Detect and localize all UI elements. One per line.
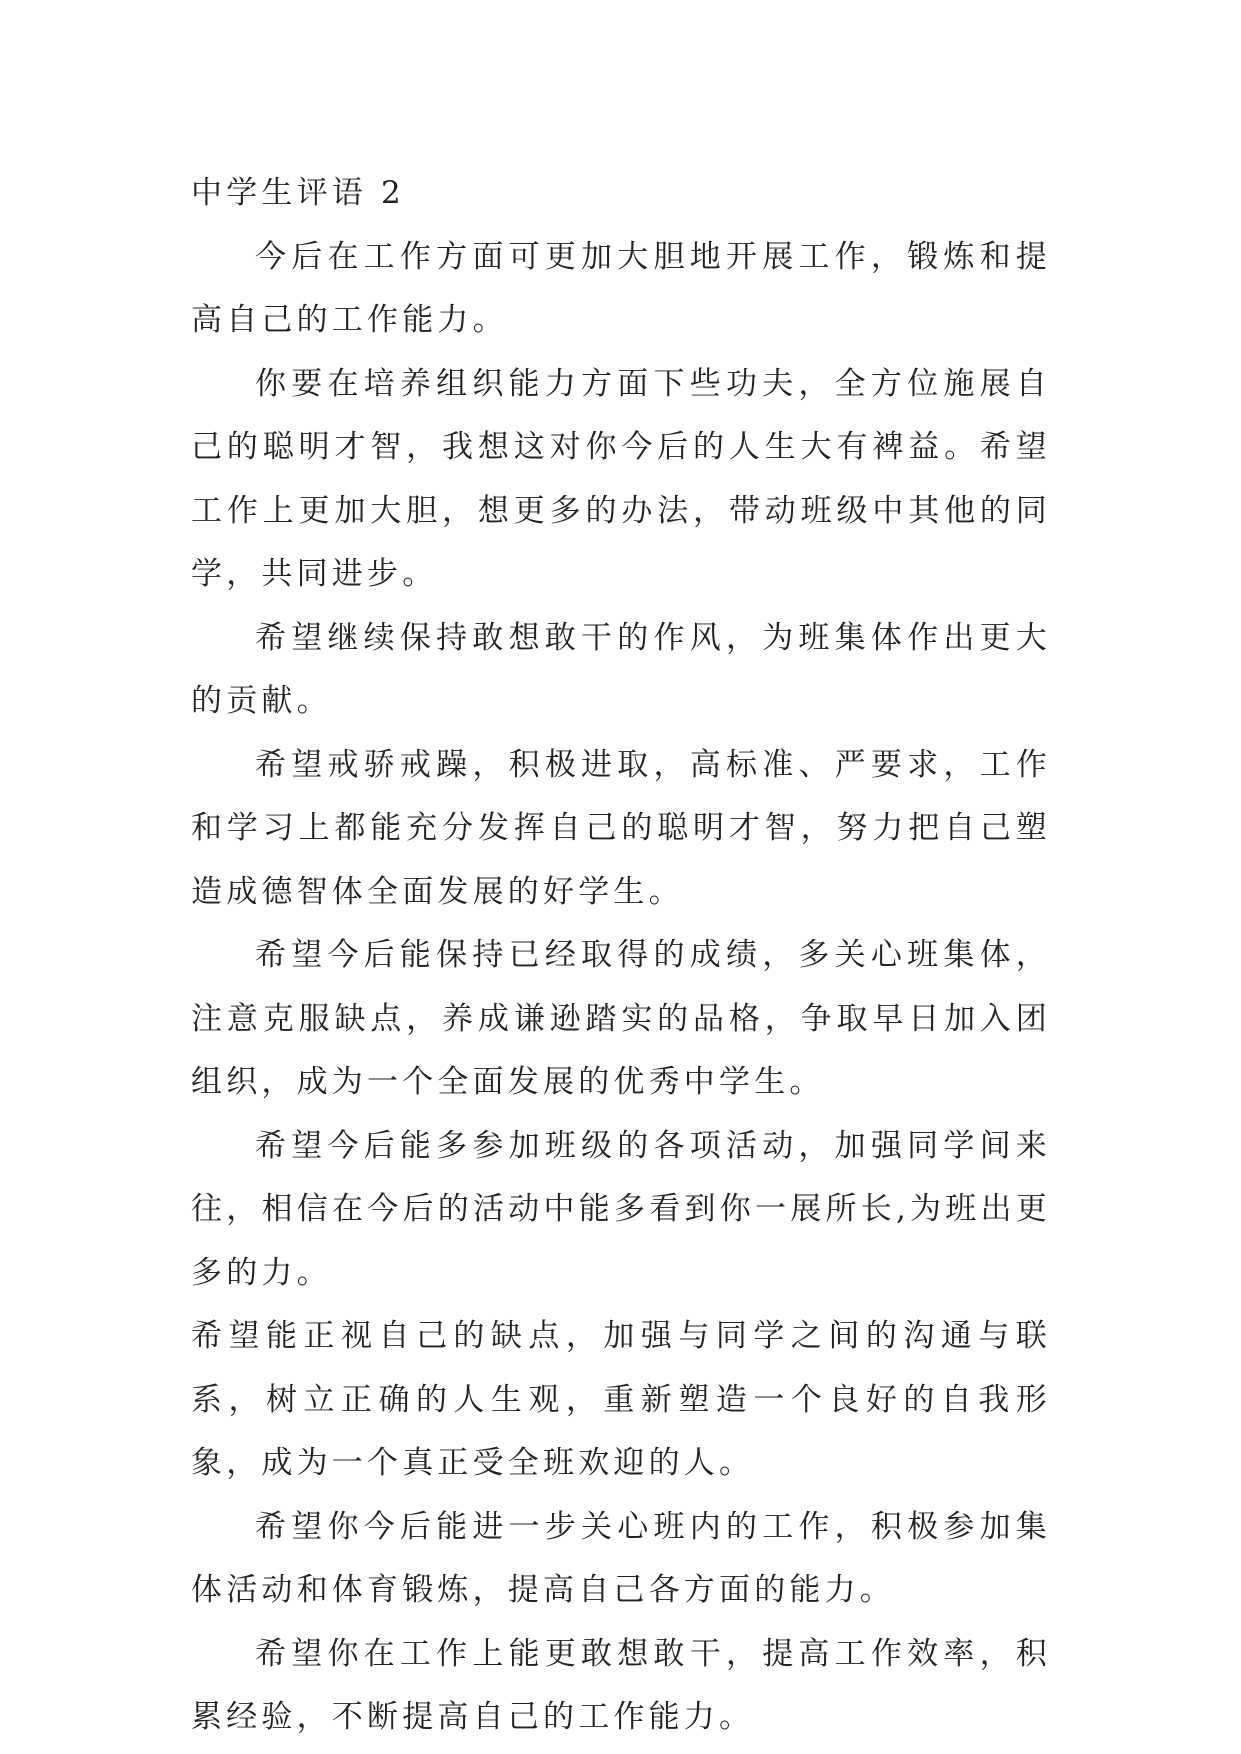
document-body (191, 162, 1051, 1750)
paragraph: 你要在培养组织能力方面下些功夫，全方位施展自己的聪明才智，我想这对你今后的人生大有裨益。希望工作上更加大胆，想更多的办法，带动班级中其他的同学，共同进步。 (191, 365, 1051, 592)
paragraph: 希望能正视自己的缺点，加强与同学之间的沟通与联系，树立正确的人生观，重新塑造一个良好的自我形象，成为一个真正受全班欢迎的人。 (191, 1318, 1051, 1481)
document-title: 中学生评语 2 (191, 175, 405, 211)
paragraph: 希望你今后能进一步关心班内的工作，积极参加集体活动和体育锻炼，提高自己各方面的能力。 (191, 1508, 1051, 1608)
paragraph: 希望继续保持敢想敢干的作风，为班集体作出更大的贡献。 (191, 619, 1051, 719)
paragraph: 希望戒骄戒躁，积极进取，高标准、严要求，工作和学习上都能充分发挥自己的聪明才智，努力把自己塑造成德智体全面发展的好学生。 (191, 746, 1051, 910)
paragraph: 今后在工作方面可更加大胆地开展工作，锻炼和提高自己的工作能力。 (191, 238, 1051, 338)
paragraph: 希望今后能保持已经取得的成绩，多关心班集体，注意克服缺点，养成谦逊踏实的品格，争取早日加入团组织，成为一个全面发展的优秀中学生。 (191, 937, 1051, 1100)
paragraph: 希望你在工作上能更敢想敢干，提高工作效率，积累经验，不断提高自己的工作能力。 (191, 1635, 1051, 1735)
paragraph: 希望今后能多参加班级的各项活动，加强同学间来往，相信在今后的活动中能多看到你一展所长,为班出更多的力。 (191, 1127, 1051, 1291)
